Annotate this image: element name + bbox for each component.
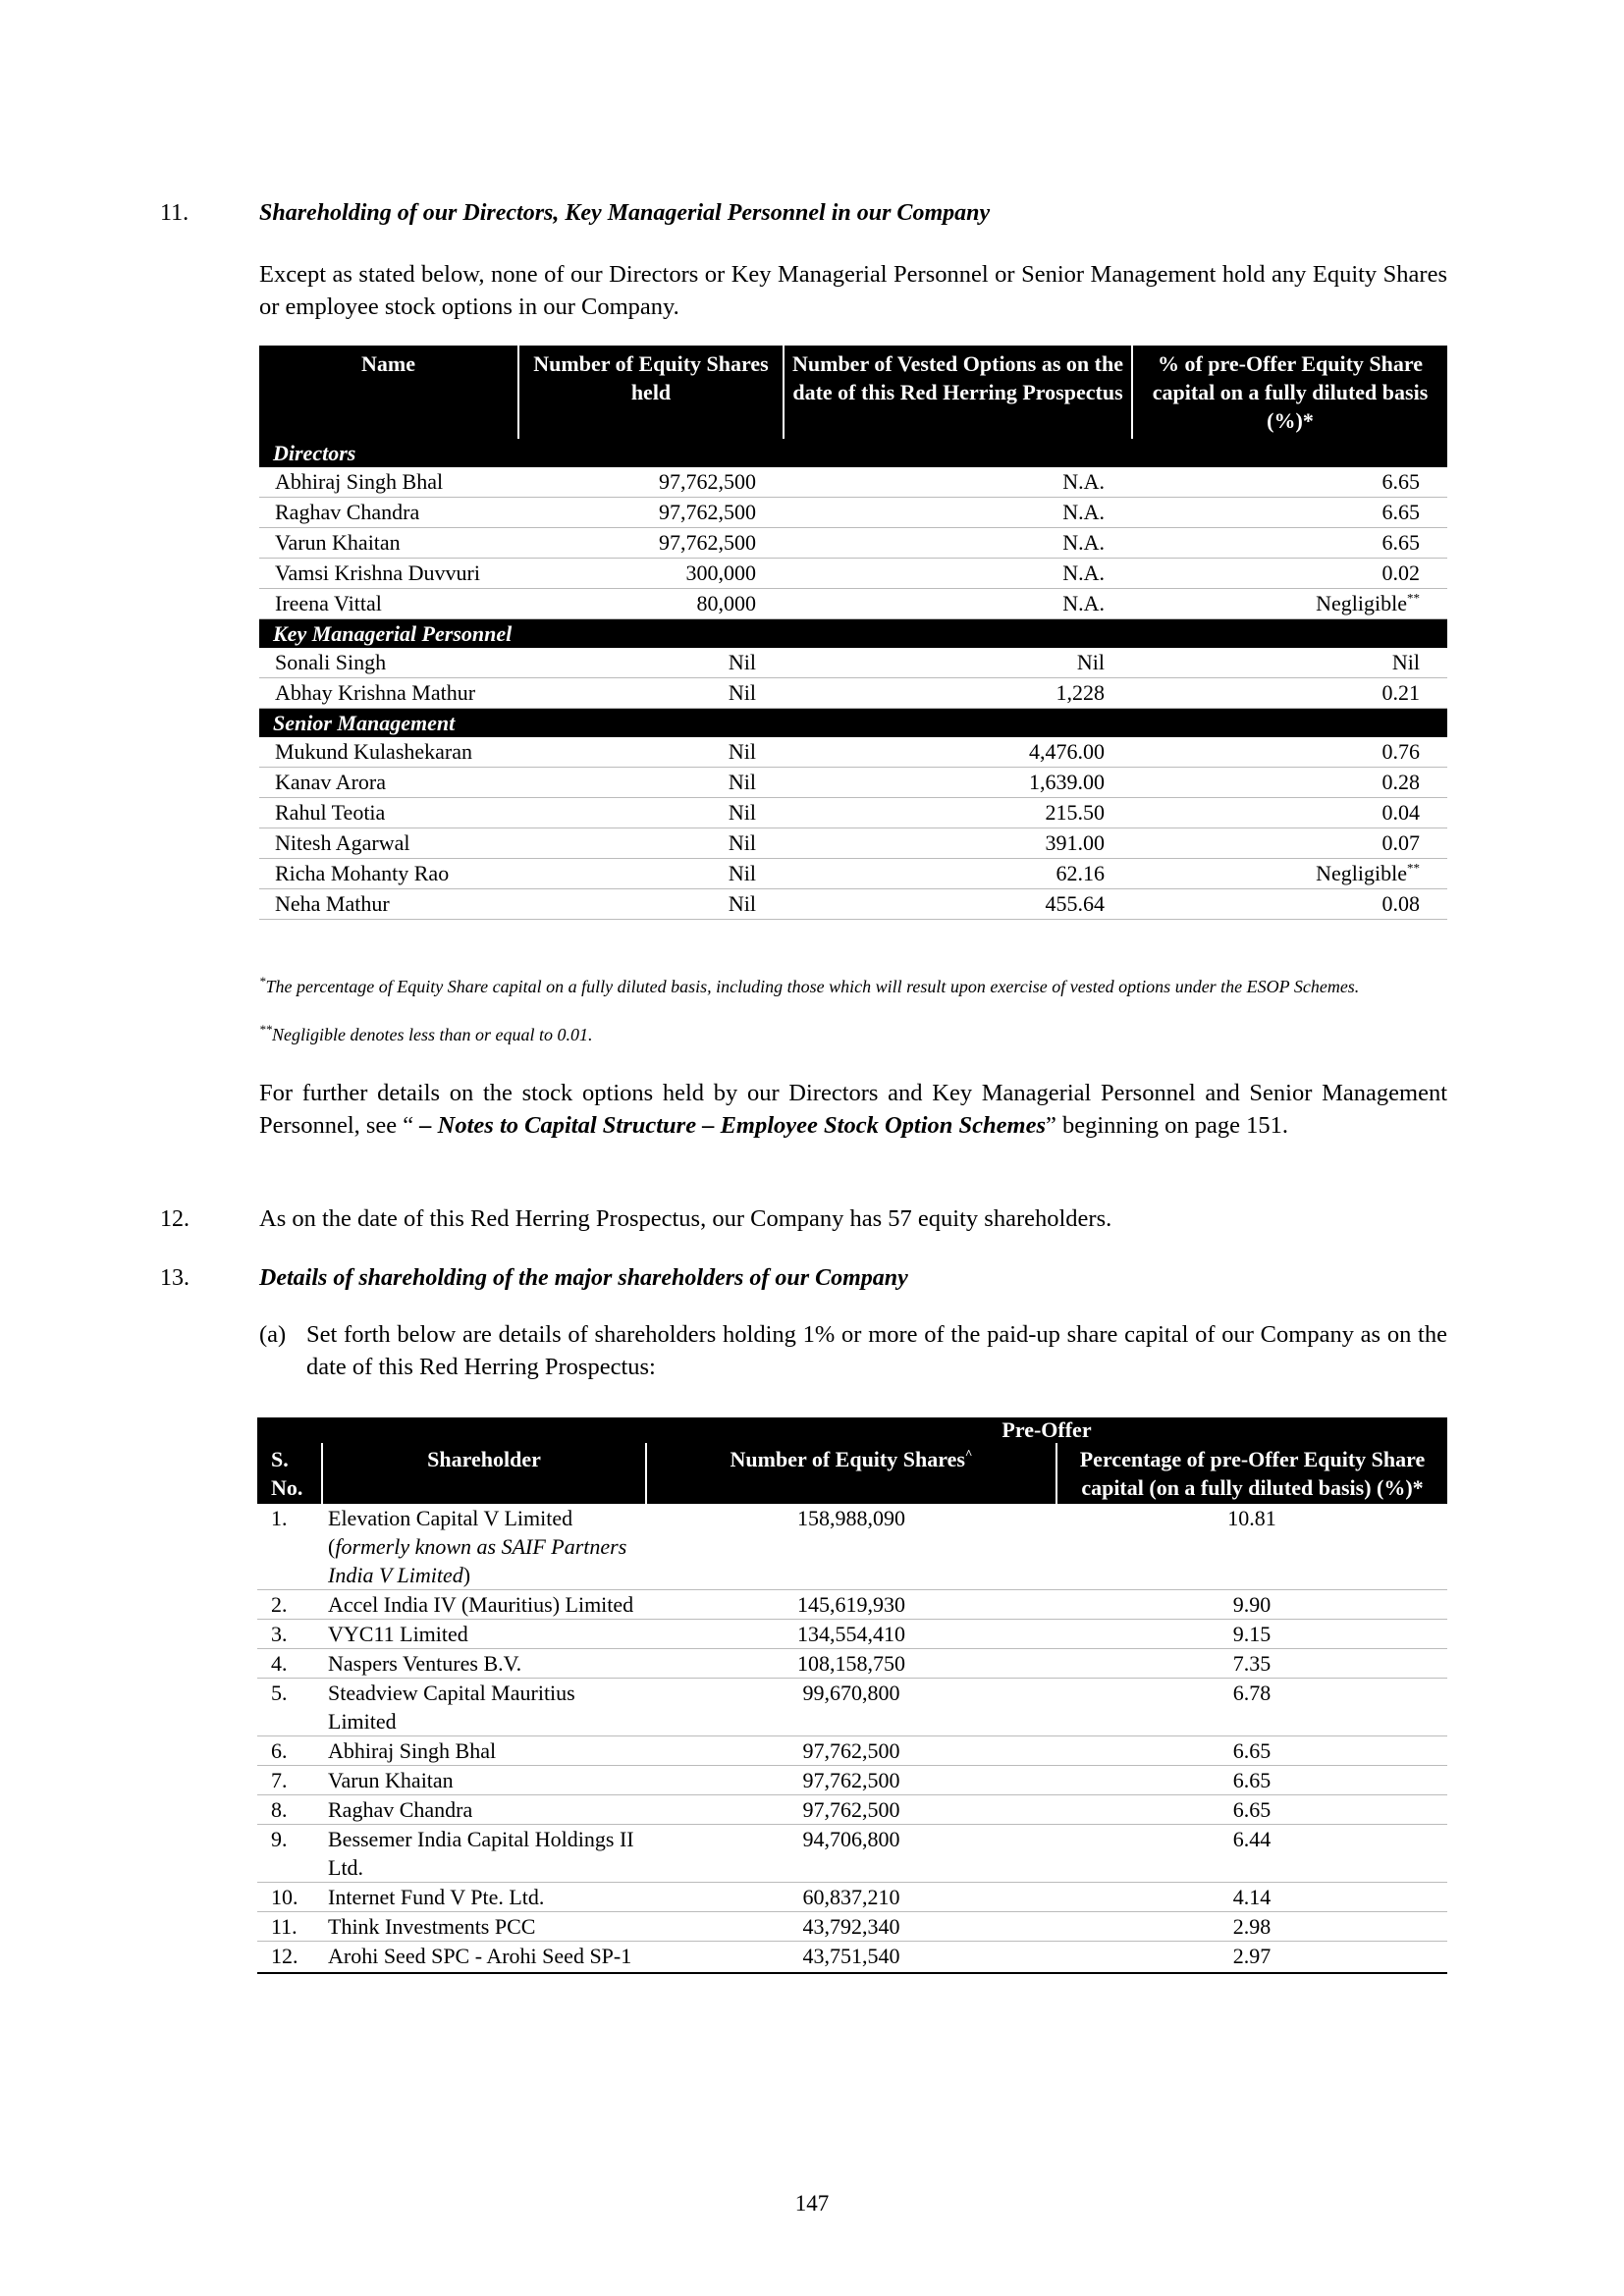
col-header-name: Name: [259, 346, 518, 439]
section-11-heading: Shareholding of our Directors, Key Managerial Personnel in our Company: [259, 200, 991, 226]
vested-options: 1,639.00: [784, 768, 1132, 798]
equity-shares: Nil: [518, 828, 784, 859]
equity-shares: 97,762,500: [518, 528, 784, 559]
number-of-shares: 43,792,340: [646, 1912, 1056, 1942]
group-header-row: [259, 619, 1447, 649]
item-a-label: (a): [259, 1321, 287, 1348]
serial-number: 4.: [257, 1649, 322, 1679]
table-row: [259, 889, 1447, 920]
pct-capital: 0.21: [1132, 678, 1447, 709]
table-row: [257, 1590, 1447, 1620]
shareholder-name: Internet Fund V Pte. Ltd.: [322, 1883, 646, 1912]
serial-number: 7.: [257, 1766, 322, 1795]
person-name: Richa Mohanty Rao: [259, 859, 518, 889]
table-row: [259, 737, 1447, 768]
table-row: [259, 798, 1447, 828]
section-13-heading: Details of shareholding of the major shareholders of our Company: [259, 1265, 908, 1291]
vested-options: 391.00: [784, 828, 1132, 859]
footnote-negligible: **Negligible denotes less than or equal to 0.01.: [259, 1022, 593, 1044]
col-header-sno: S. No.: [257, 1443, 322, 1504]
shareholder-name: Naspers Ventures B.V.: [322, 1649, 646, 1679]
serial-number: 9.: [257, 1825, 322, 1883]
person-name: Raghav Chandra: [259, 498, 518, 528]
equity-shares: Nil: [518, 737, 784, 768]
vested-options: 215.50: [784, 798, 1132, 828]
percentage-capital: 10.81: [1056, 1504, 1447, 1590]
vested-options: N.A.: [784, 528, 1132, 559]
pct-capital: 6.65: [1132, 528, 1447, 559]
number-of-shares: 97,762,500: [646, 1795, 1056, 1825]
equity-shares: Nil: [518, 768, 784, 798]
percentage-capital: 2.97: [1056, 1942, 1447, 1974]
col-header-number-shares: Number of Equity Shares^: [646, 1443, 1056, 1504]
percentage-capital: 9.90: [1056, 1590, 1447, 1620]
pct-capital: 0.07: [1132, 828, 1447, 859]
vested-options: 1,228: [784, 678, 1132, 709]
shareholder-name: Abhiraj Singh Bhal: [322, 1736, 646, 1766]
pct-capital: 0.02: [1132, 559, 1447, 589]
pct-capital: Nil: [1132, 648, 1447, 678]
table-row: [259, 498, 1447, 528]
percentage-capital: 6.65: [1056, 1766, 1447, 1795]
section-11-number: 11.: [160, 200, 189, 226]
person-name: Varun Khaitan: [259, 528, 518, 559]
equity-shares: Nil: [518, 648, 784, 678]
equity-shares: 300,000: [518, 559, 784, 589]
group-label: Key Managerial Personnel: [259, 619, 1447, 649]
percentage-capital: 6.44: [1056, 1825, 1447, 1883]
serial-number: 1.: [257, 1504, 322, 1590]
pct-capital: 0.28: [1132, 768, 1447, 798]
shareholder-name: Think Investments PCC: [322, 1912, 646, 1942]
footnote-fully-diluted: *The percentage of Equity Share capital on a fully diluted basis, including those which will result upon exercise of vested options under the ESOP Schemes.: [259, 974, 1360, 996]
number-of-shares: 97,762,500: [646, 1736, 1056, 1766]
shareholder-former-name: formerly known as SAIF Partners India V Limited: [328, 1534, 627, 1587]
table-row: [257, 1679, 1447, 1736]
percentage-capital: 6.65: [1056, 1795, 1447, 1825]
pct-capital: 0.08: [1132, 889, 1447, 920]
number-of-shares: 97,762,500: [646, 1766, 1056, 1795]
number-of-shares: 108,158,750: [646, 1649, 1056, 1679]
pct-capital: 6.65: [1132, 467, 1447, 498]
person-name: Nitesh Agarwal: [259, 828, 518, 859]
table-row: [257, 1825, 1447, 1883]
vested-options: 455.64: [784, 889, 1132, 920]
vested-options: N.A.: [784, 559, 1132, 589]
person-name: Sonali Singh: [259, 648, 518, 678]
shareholder-name: Arohi Seed SPC - Arohi Seed SP-1: [322, 1942, 646, 1974]
col-header-pct-capital: % of pre-Offer Equity Share capital on a fully diluted basis (%)*: [1132, 346, 1447, 439]
number-of-shares: 145,619,930: [646, 1590, 1056, 1620]
directors-shareholding-table: [259, 346, 1447, 920]
serial-number: 11.: [257, 1912, 322, 1942]
section-12-number: 12.: [160, 1206, 189, 1232]
person-name: Neha Mathur: [259, 889, 518, 920]
equity-shares: 97,762,500: [518, 467, 784, 498]
person-name: Abhiraj Singh Bhal: [259, 467, 518, 498]
table-row: [259, 768, 1447, 798]
table-row: [257, 1766, 1447, 1795]
equity-shares: 80,000: [518, 589, 784, 619]
serial-number: 5.: [257, 1679, 322, 1736]
table-row: [257, 1620, 1447, 1649]
table-row: [257, 1912, 1447, 1942]
equity-shares: Nil: [518, 859, 784, 889]
vested-options: 62.16: [784, 859, 1132, 889]
group-header-row: [259, 709, 1447, 738]
page-number: 147: [794, 2191, 830, 2216]
percentage-capital: 6.78: [1056, 1679, 1447, 1736]
vested-options: Nil: [784, 648, 1132, 678]
percentage-capital: 6.65: [1056, 1736, 1447, 1766]
shareholder-name: Steadview Capital Mauritius Limited: [322, 1679, 646, 1736]
serial-number: 12.: [257, 1942, 322, 1974]
table-row: [259, 648, 1447, 678]
equity-shares: 97,762,500: [518, 498, 784, 528]
table-row: [259, 467, 1447, 498]
esop-reference: – Notes to Capital Structure – Employee Stock Option Schemes: [413, 1112, 1046, 1139]
serial-number: 6.: [257, 1736, 322, 1766]
shareholder-name: Accel India IV (Mauritius) Limited: [322, 1590, 646, 1620]
vested-options: N.A.: [784, 498, 1132, 528]
shareholder-name: Varun Khaitan: [322, 1766, 646, 1795]
person-name: Vamsi Krishna Duvvuri: [259, 559, 518, 589]
percentage-capital: 9.15: [1056, 1620, 1447, 1649]
number-of-shares: 134,554,410: [646, 1620, 1056, 1649]
col-header-shareholder: Shareholder: [322, 1443, 646, 1504]
equity-shares: Nil: [518, 798, 784, 828]
person-name: Mukund Kulashekaran: [259, 737, 518, 768]
table-row: [259, 678, 1447, 709]
pct-capital: 0.04: [1132, 798, 1447, 828]
table-row: [259, 859, 1447, 889]
group-header-row: [259, 439, 1447, 467]
serial-number: 2.: [257, 1590, 322, 1620]
col-header-equity-shares: Number of Equity Shares held: [518, 346, 784, 439]
shareholder-name: Elevation Capital V Limited (formerly known as SAIF Partners India V Limited): [322, 1504, 646, 1590]
number-of-shares: 43,751,540: [646, 1942, 1056, 1974]
table-row: [259, 828, 1447, 859]
table-row: [259, 528, 1447, 559]
shareholder-name: VYC11 Limited: [322, 1620, 646, 1649]
col-header-pre-offer: Pre-Offer: [646, 1417, 1447, 1443]
table-row: [257, 1883, 1447, 1912]
further-details-paragraph: For further details on the stock options held by our Directors and Key Managerial Personnel and Senior Management Personnel, see “ – Notes to Capital Structure – Employee Stock Option Schemes” beginning on page 151.: [259, 1080, 1447, 1139]
vested-options: N.A.: [784, 589, 1132, 619]
percentage-capital: 2.98: [1056, 1912, 1447, 1942]
pct-capital: 0.76: [1132, 737, 1447, 768]
table-row: [257, 1649, 1447, 1679]
serial-number: 10.: [257, 1883, 322, 1912]
table-row: [257, 1942, 1447, 1974]
table-row: [257, 1795, 1447, 1825]
person-name: Kanav Arora: [259, 768, 518, 798]
number-of-shares: 158,988,090: [646, 1504, 1056, 1590]
table-row: [259, 589, 1447, 619]
equity-shares: Nil: [518, 889, 784, 920]
person-name: Abhay Krishna Mathur: [259, 678, 518, 709]
percentage-capital: 7.35: [1056, 1649, 1447, 1679]
number-of-shares: 99,670,800: [646, 1679, 1056, 1736]
section-13-number: 13.: [160, 1265, 189, 1291]
shareholder-name: Bessemer India Capital Holdings II Ltd.: [322, 1825, 646, 1883]
table-row: [257, 1736, 1447, 1766]
major-shareholders-table: [257, 1417, 1447, 1974]
serial-number: 3.: [257, 1620, 322, 1649]
col-header-percentage: Percentage of pre-Offer Equity Share capital (on a fully diluted basis) (%)*: [1056, 1443, 1447, 1504]
col-header-vested-options: Number of Vested Options as on the date of this Red Herring Prospectus: [784, 346, 1132, 439]
section-11-intro: Except as stated below, none of our Directors or Key Managerial Personnel or Senior Management hold any Equity Shares or employee stock options in our Company.: [259, 261, 1447, 320]
number-of-shares: 94,706,800: [646, 1825, 1056, 1883]
group-label: Directors: [259, 439, 1447, 467]
table-row: [259, 559, 1447, 589]
pct-capital: Negligible**: [1132, 859, 1447, 889]
table-row: [257, 1504, 1447, 1590]
vested-options: 4,476.00: [784, 737, 1132, 768]
item-a-text: Set forth below are details of shareholders holding 1% or more of the paid-up share capital of our Company as on the date of this Red Herring Prospectus:: [306, 1321, 1447, 1380]
shareholder-name: Raghav Chandra: [322, 1795, 646, 1825]
percentage-capital: 4.14: [1056, 1883, 1447, 1912]
pct-capital: Negligible**: [1132, 589, 1447, 619]
person-name: Ireena Vittal: [259, 589, 518, 619]
col-header-blank: [257, 1417, 322, 1443]
vested-options: N.A.: [784, 467, 1132, 498]
serial-number: 8.: [257, 1795, 322, 1825]
person-name: Rahul Teotia: [259, 798, 518, 828]
number-of-shares: 60,837,210: [646, 1883, 1056, 1912]
equity-shares: Nil: [518, 678, 784, 709]
pct-capital: 6.65: [1132, 498, 1447, 528]
section-12-text: As on the date of this Red Herring Prospectus, our Company has 57 equity shareholders.: [259, 1205, 1112, 1232]
group-label: Senior Management: [259, 709, 1447, 738]
